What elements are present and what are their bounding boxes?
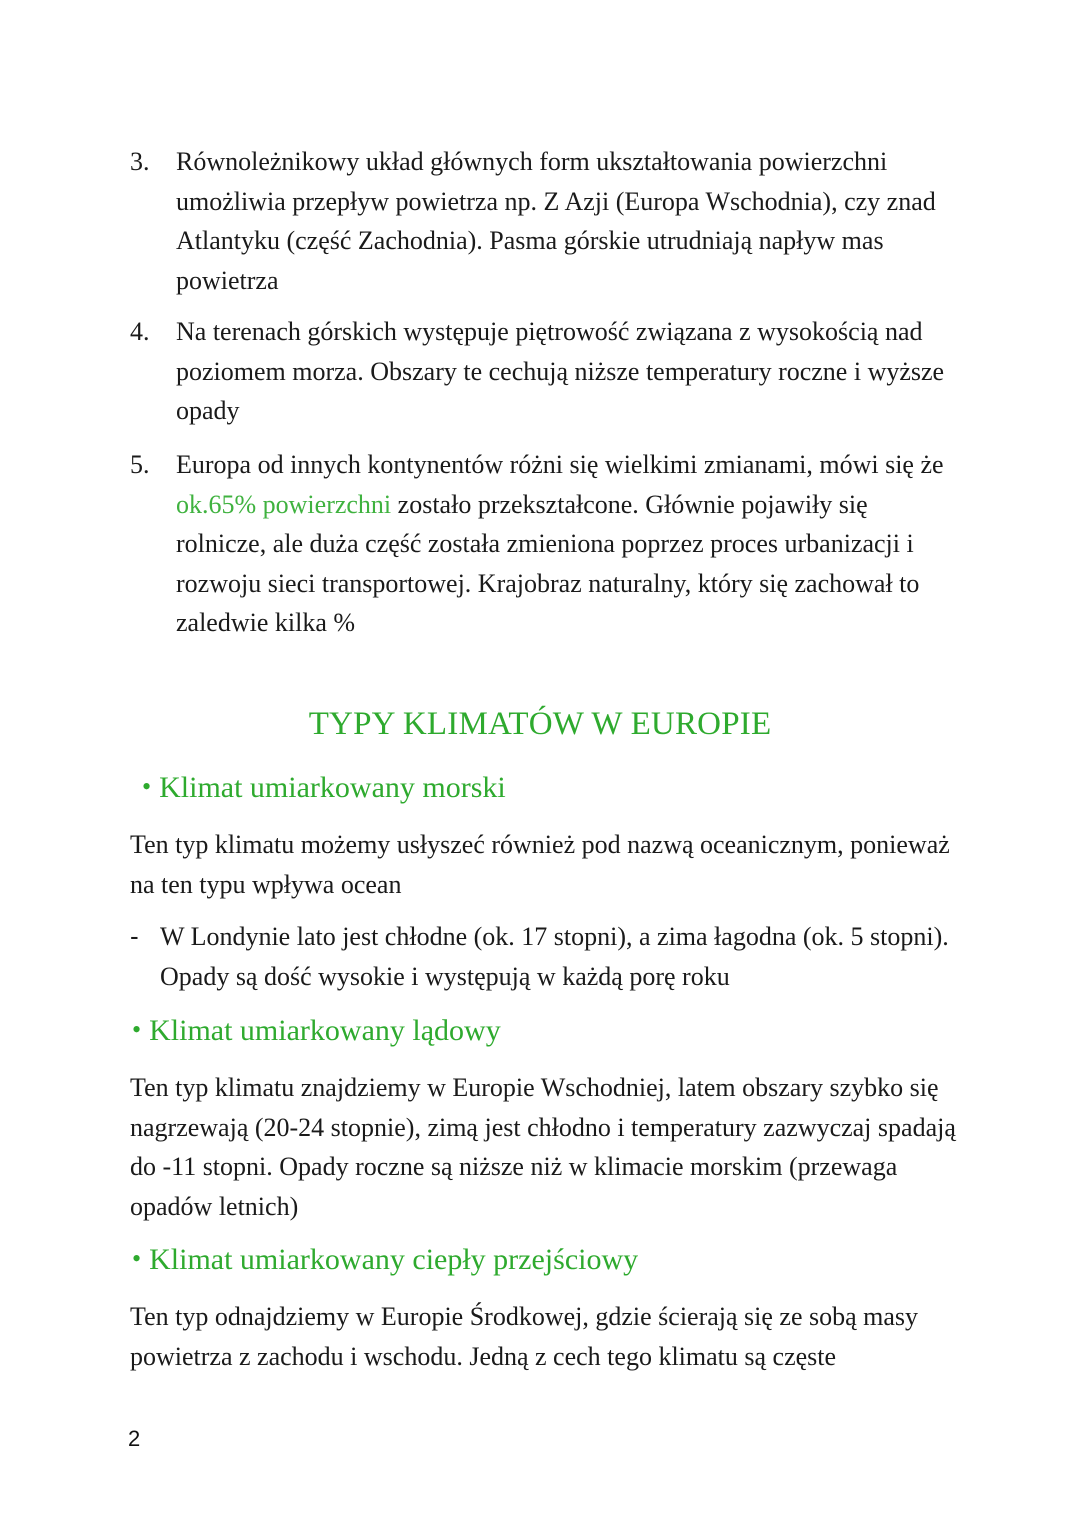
highlighted-percentage: ok.65% powierzchni — [176, 489, 392, 519]
list-item-3 — [130, 142, 960, 300]
bullet-icon: • — [132, 1015, 142, 1044]
climate-description-transitional: Ten typ odnajdziemy w Europie Środkowej, gdzie ścierają się ze sobą masy powietrza z zachodu i wschodu. Jedną z cech tego klimatu są częste — [130, 1302, 919, 1371]
climate-heading-maritime — [142, 768, 506, 809]
bullet-icon: • — [132, 1244, 142, 1273]
heading-text: Klimat umiarkowany lądowy — [149, 1014, 501, 1047]
list-item-text: Na terenach górskich występuje piętrowość związana z wysokością nad poziomem morza. Obszary te cechują niższe temperatury roczne i wyższe opady — [176, 317, 945, 425]
example-text: W Londynie lato jest chłodne (ok. 17 stopni), a zima łagodna (ok. 5 stopni). Opady są dość wysokie i występują w każdą porę roku — [160, 922, 949, 991]
list-number: 5. — [130, 450, 150, 479]
list-number: 3. — [130, 147, 150, 176]
list-item-5 — [130, 445, 960, 643]
list-item-4 — [130, 312, 960, 431]
list-item-text — [176, 445, 960, 643]
section-title: TYPY KLIMATÓW W EUROPIE — [308, 706, 772, 742]
page-number: 2 — [128, 1426, 141, 1451]
climate-description-continental: Ten typ klimatu znajdziemy w Europie Wschodniej, latem obszary szybko się nagrzewają (20-24 stopnie), zimą jest chłodno i temperatury zazwyczaj spadają do -11 stopni. Opady roczne są niższe niż w klimacie morskim (przewaga opadów letnich) — [130, 1073, 956, 1221]
list-number: 4. — [130, 317, 150, 346]
climate-example-london — [130, 917, 950, 996]
heading-text: Klimat umiarkowany morski — [159, 771, 506, 804]
heading-text: Klimat umiarkowany ciepły przejściowy — [149, 1243, 639, 1276]
climate-description-maritime: Ten typ klimatu możemy usłyszeć również pod nazwą oceanicznym, ponieważ na ten typu wpływa ocean — [130, 830, 950, 899]
list-item-text: Równoleżnikowy układ głównych form ukształtowania powierzchni umożliwia przepływ powietrza np. Z Azji (Europa Wschodnia), czy znad Atlantyku (część Zachodnia). Pasma górskie utrudniają napływ mas powietrza — [176, 147, 936, 295]
climate-heading-continental — [132, 1011, 501, 1052]
dash-bullet: - — [130, 921, 139, 951]
text-after-highlight: zostało przekształcone. Głównie pojawiły się rolnicze, ale duża część została zmieniona poprzez proces urbanizacji i rozwoju sieci transportowej. Krajobraz naturalny, który się zachował to zaledwie kilka % — [176, 489, 920, 637]
bullet-icon: • — [142, 772, 152, 801]
text-before-highlight: Europa od innych kontynentów różni się wielkimi zmianami, mówi się że — [176, 450, 944, 479]
climate-heading-transitional — [132, 1240, 638, 1281]
